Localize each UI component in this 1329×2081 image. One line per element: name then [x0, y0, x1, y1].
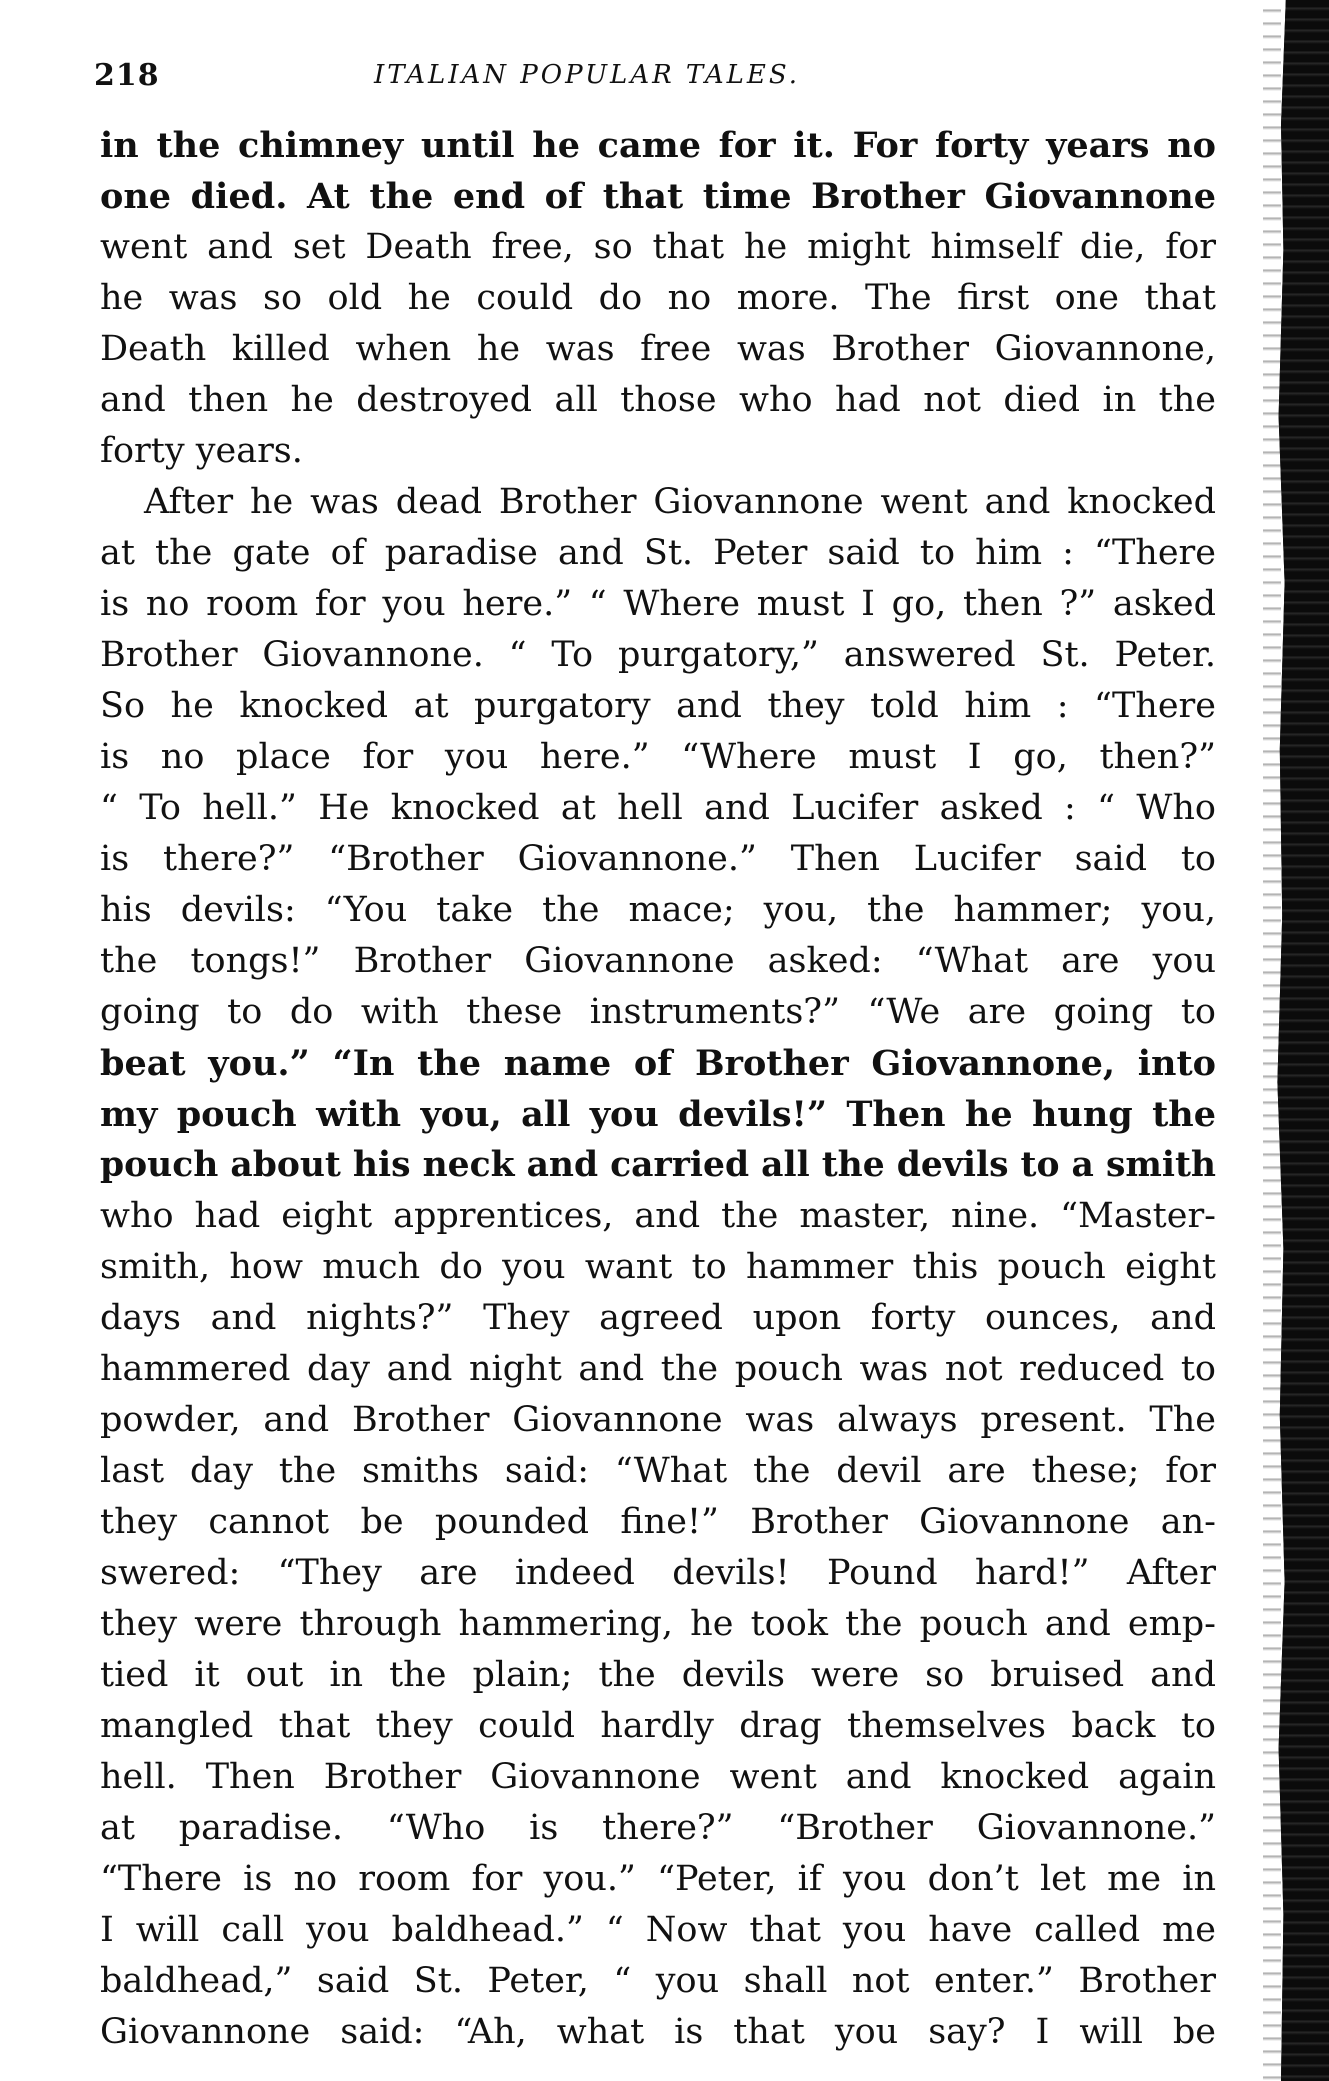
text-line: Brother Giovannone. “ To purgatory,” answered St. Peter.	[100, 635, 1216, 675]
text-line: they cannot be pounded fine!” Brother Giovannone an-	[100, 1502, 1216, 1542]
text-line: beat you.” “In the name of Brother Giovannone, into	[100, 1043, 1216, 1084]
text-line: baldhead,” said St. Peter, “ you shall not enter.” Brother	[100, 1961, 1216, 2001]
text-line: they were through hammering, he took the pouch and emp-	[100, 1604, 1216, 1644]
text-line: and then he destroyed all those who had not died in the	[100, 380, 1216, 420]
text-line: So he knocked at purgatory and they told him : “There	[100, 686, 1216, 726]
text-line: my pouch with you, all you devils!” Then he hung the	[100, 1094, 1216, 1135]
text-line: last day the smiths said: “What the devil are these; for	[100, 1451, 1216, 1491]
text-line: going to do with these instruments?” “We are going to	[100, 992, 1216, 1032]
text-line: went and set Death free, so that he might himself die, for	[100, 227, 1216, 267]
running-head	[94, 58, 1234, 98]
text-line: his devils: “You take the mace; you, the hammer; you,	[100, 890, 1216, 930]
text-line: at the gate of paradise and St. Peter said to him : “There	[100, 533, 1216, 573]
text-line: one died. At the end of that time Brother Giovannone	[100, 176, 1216, 217]
text-line: he was so old he could do no more. The first one that	[100, 278, 1216, 318]
text-line: mangled that they could hardly drag themselves back to	[100, 1706, 1216, 1746]
text-line: “ To hell.” He knocked at hell and Lucifer asked : “ Who	[100, 788, 1216, 828]
text-line: After he was dead Brother Giovannone went and knocked	[144, 482, 1216, 522]
text-line: at paradise. “Who is there?” “Brother Giovannone.”	[100, 1808, 1216, 1848]
binding-shadow	[1263, 0, 1281, 2081]
text-line: is no room for you here.” “ Where must I go, then ?” asked	[100, 584, 1216, 624]
text-line: pouch about his neck and carried all the devils to a smith	[100, 1145, 1216, 1185]
page-number: 218	[94, 58, 160, 93]
text-line: I will call you baldhead.” “ Now that you have called me	[100, 1910, 1216, 1950]
text-line: forty years.	[100, 431, 303, 471]
text-line: is no place for you here.” “Where must I go, then?”	[100, 737, 1216, 777]
text-line: “There is no room for you.” “Peter, if you don’t let me in	[100, 1859, 1216, 1899]
text-line: who had eight apprentices, and the master, nine. “Master-	[100, 1196, 1216, 1236]
text-line: is there?” “Brother Giovannone.” Then Lucifer said to	[100, 839, 1216, 879]
text-line: in the chimney until he came for it. For forty years no	[100, 125, 1216, 166]
text-line: hammered day and night and the pouch was not reduced to	[100, 1349, 1216, 1389]
running-title: ITALIAN POPULAR TALES.	[374, 60, 801, 90]
text-line: Giovannone said: “Ah, what is that you say? I will be	[100, 2012, 1216, 2052]
text-line: smith, how much do you want to hammer this pouch eight	[100, 1247, 1216, 1287]
text-line: tied it out in the plain; the devils were so bruised and	[100, 1655, 1216, 1695]
text-line: powder, and Brother Giovannone was always present. The	[100, 1400, 1216, 1440]
text-line: the tongs!” Brother Giovannone asked: “What are you	[100, 941, 1216, 981]
text-line: Death killed when he was free was Brother Giovannone,	[100, 329, 1216, 369]
body-text	[100, 120, 1216, 2058]
text-line: days and nights?” They agreed upon forty ounces, and	[100, 1298, 1216, 1338]
text-line: swered: “They are indeed devils! Pound hard!” After	[100, 1553, 1216, 1593]
text-line: hell. Then Brother Giovannone went and knocked again	[100, 1757, 1216, 1797]
